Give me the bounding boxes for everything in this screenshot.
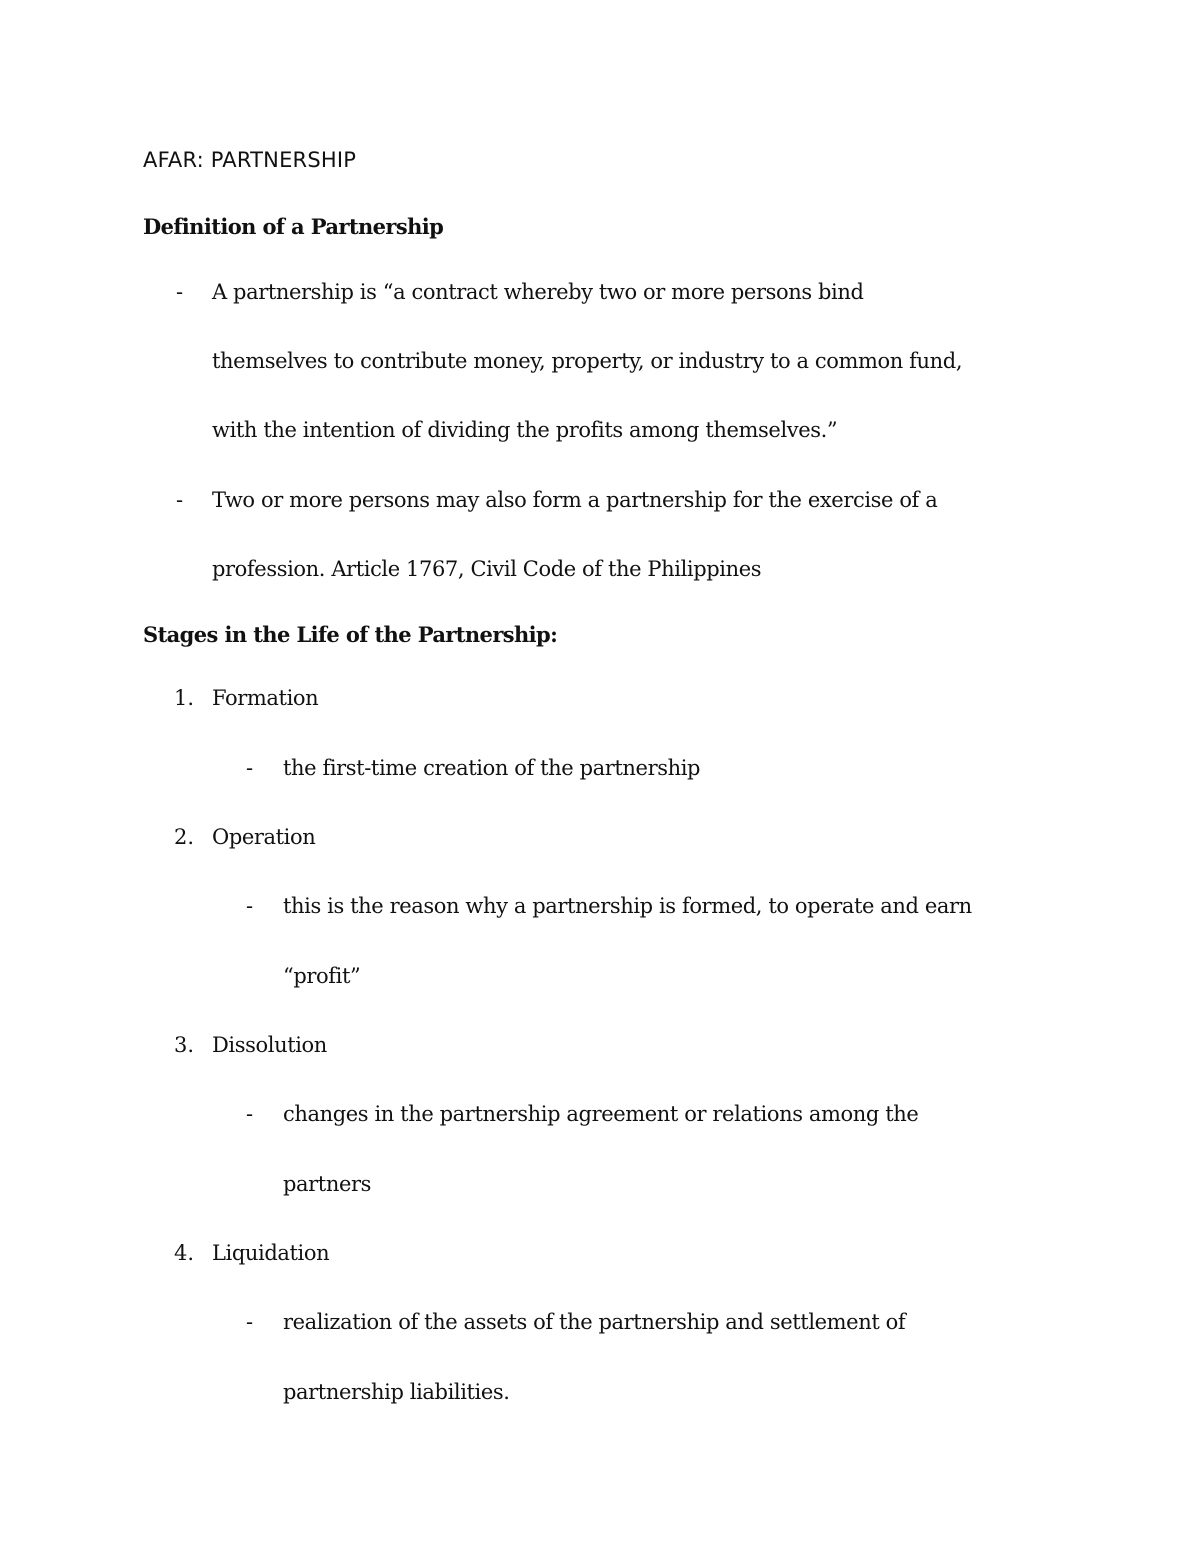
bullet-line: profession. Article 1767, Civil Code of the Philippines — [212, 557, 762, 581]
stage-description: realization of the assets of the partnership and settlement of — [283, 1310, 906, 1334]
bullet-marker: - — [176, 488, 184, 512]
list-number: 4. — [174, 1241, 195, 1265]
section-heading-stages: Stages in the Life of the Partnership: — [143, 622, 558, 647]
stage-label: Operation — [212, 825, 316, 849]
stage-label: Liquidation — [212, 1241, 330, 1265]
stage-description: partners — [283, 1172, 372, 1196]
stage-description: changes in the partnership agreement or relations among the — [283, 1102, 919, 1126]
bullet-line: themselves to contribute money, property, or industry to a common fund, — [212, 349, 963, 373]
stage-description: this is the reason why a partnership is formed, to operate and earn — [283, 894, 972, 918]
list-number: 3. — [174, 1033, 195, 1057]
bullet-line: with the intention of dividing the profits among themselves.” — [212, 418, 838, 442]
bullet-line: Two or more persons may also form a partnership for the exercise of a — [212, 488, 938, 512]
bullet-marker: - — [176, 280, 184, 304]
list-number: 2. — [174, 825, 195, 849]
sub-bullet-marker: - — [246, 756, 254, 780]
bullet-line: A partnership is “a contract whereby two or more persons bind — [212, 280, 864, 304]
stage-label: Formation — [212, 686, 319, 710]
sub-bullet-marker: - — [246, 1102, 254, 1126]
sub-bullet-marker: - — [246, 1310, 254, 1334]
stage-label: Dissolution — [212, 1033, 327, 1057]
stage-description: “profit” — [283, 964, 361, 988]
document-title: AFAR: PARTNERSHIP — [143, 148, 357, 172]
stage-description: partnership liabilities. — [283, 1380, 510, 1404]
sub-bullet-marker: - — [246, 894, 254, 918]
stage-description: the first-time creation of the partnership — [283, 756, 701, 780]
list-number: 1. — [174, 686, 195, 710]
section-heading-definition: Definition of a Partnership — [143, 214, 444, 239]
